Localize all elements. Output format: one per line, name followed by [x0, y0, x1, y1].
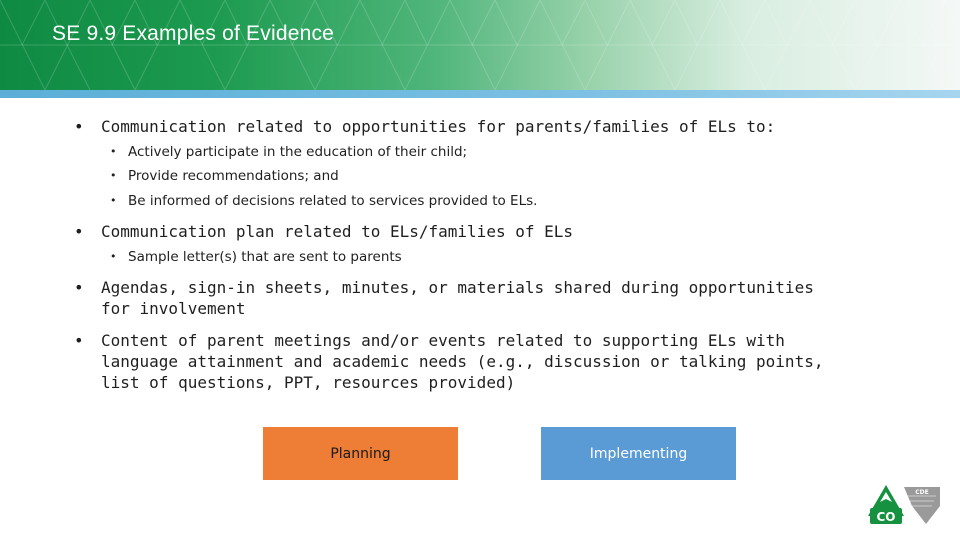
implementing-box: Implementing: [541, 427, 736, 480]
bullet-dot: •: [74, 222, 84, 241]
bullet-text: Communication related to opportunities for parents/families of ELs to:: [101, 117, 776, 136]
sub-bullet-item: [110, 192, 537, 210]
logo-badge-text: CDE: [915, 489, 929, 496]
bullet-text: Communication plan related to ELs/families of ELs: [101, 222, 574, 241]
bullet-item: [74, 221, 834, 242]
bullet-text: Content of parent meetings and/or events related to supporting ELs with language attainment and academic needs (e.g., discussion or talking points, list of questions, PPT, resources provided): [101, 331, 824, 392]
sub-bullet-text: Actively participate in the education of their child;: [128, 144, 468, 160]
planning-box: Planning: [263, 427, 458, 480]
bullet-item: [74, 330, 834, 393]
bullet-item: [74, 277, 834, 319]
colorado-cde-logo: [868, 484, 944, 526]
page-title: SE 9.9 Examples of Evidence: [52, 22, 335, 45]
sub-bullet-item: [110, 167, 339, 185]
bullet-dot: •: [74, 331, 84, 350]
sub-bullet-dot: •: [110, 250, 117, 263]
sub-bullet-dot: •: [110, 169, 117, 182]
bullet-item: [74, 116, 834, 137]
sub-bullet-dot: •: [110, 194, 117, 207]
bullet-dot: •: [74, 117, 84, 136]
sub-bullet-dot: •: [110, 145, 117, 158]
bullet-dot: •: [74, 278, 84, 297]
sub-bullet-item: [110, 248, 402, 266]
sub-bullet-item: [110, 143, 467, 161]
bullet-text: Agendas, sign-in sheets, minutes, or materials shared during opportunities for involvement: [101, 278, 814, 318]
sub-bullet-text: Provide recommendations; and: [128, 168, 339, 184]
logo-abbr-text: CO: [876, 510, 896, 524]
sub-bullet-text: Sample letter(s) that are sent to parents: [128, 249, 402, 265]
sub-bullet-text: Be informed of decisions related to services provided to ELs.: [128, 193, 538, 209]
